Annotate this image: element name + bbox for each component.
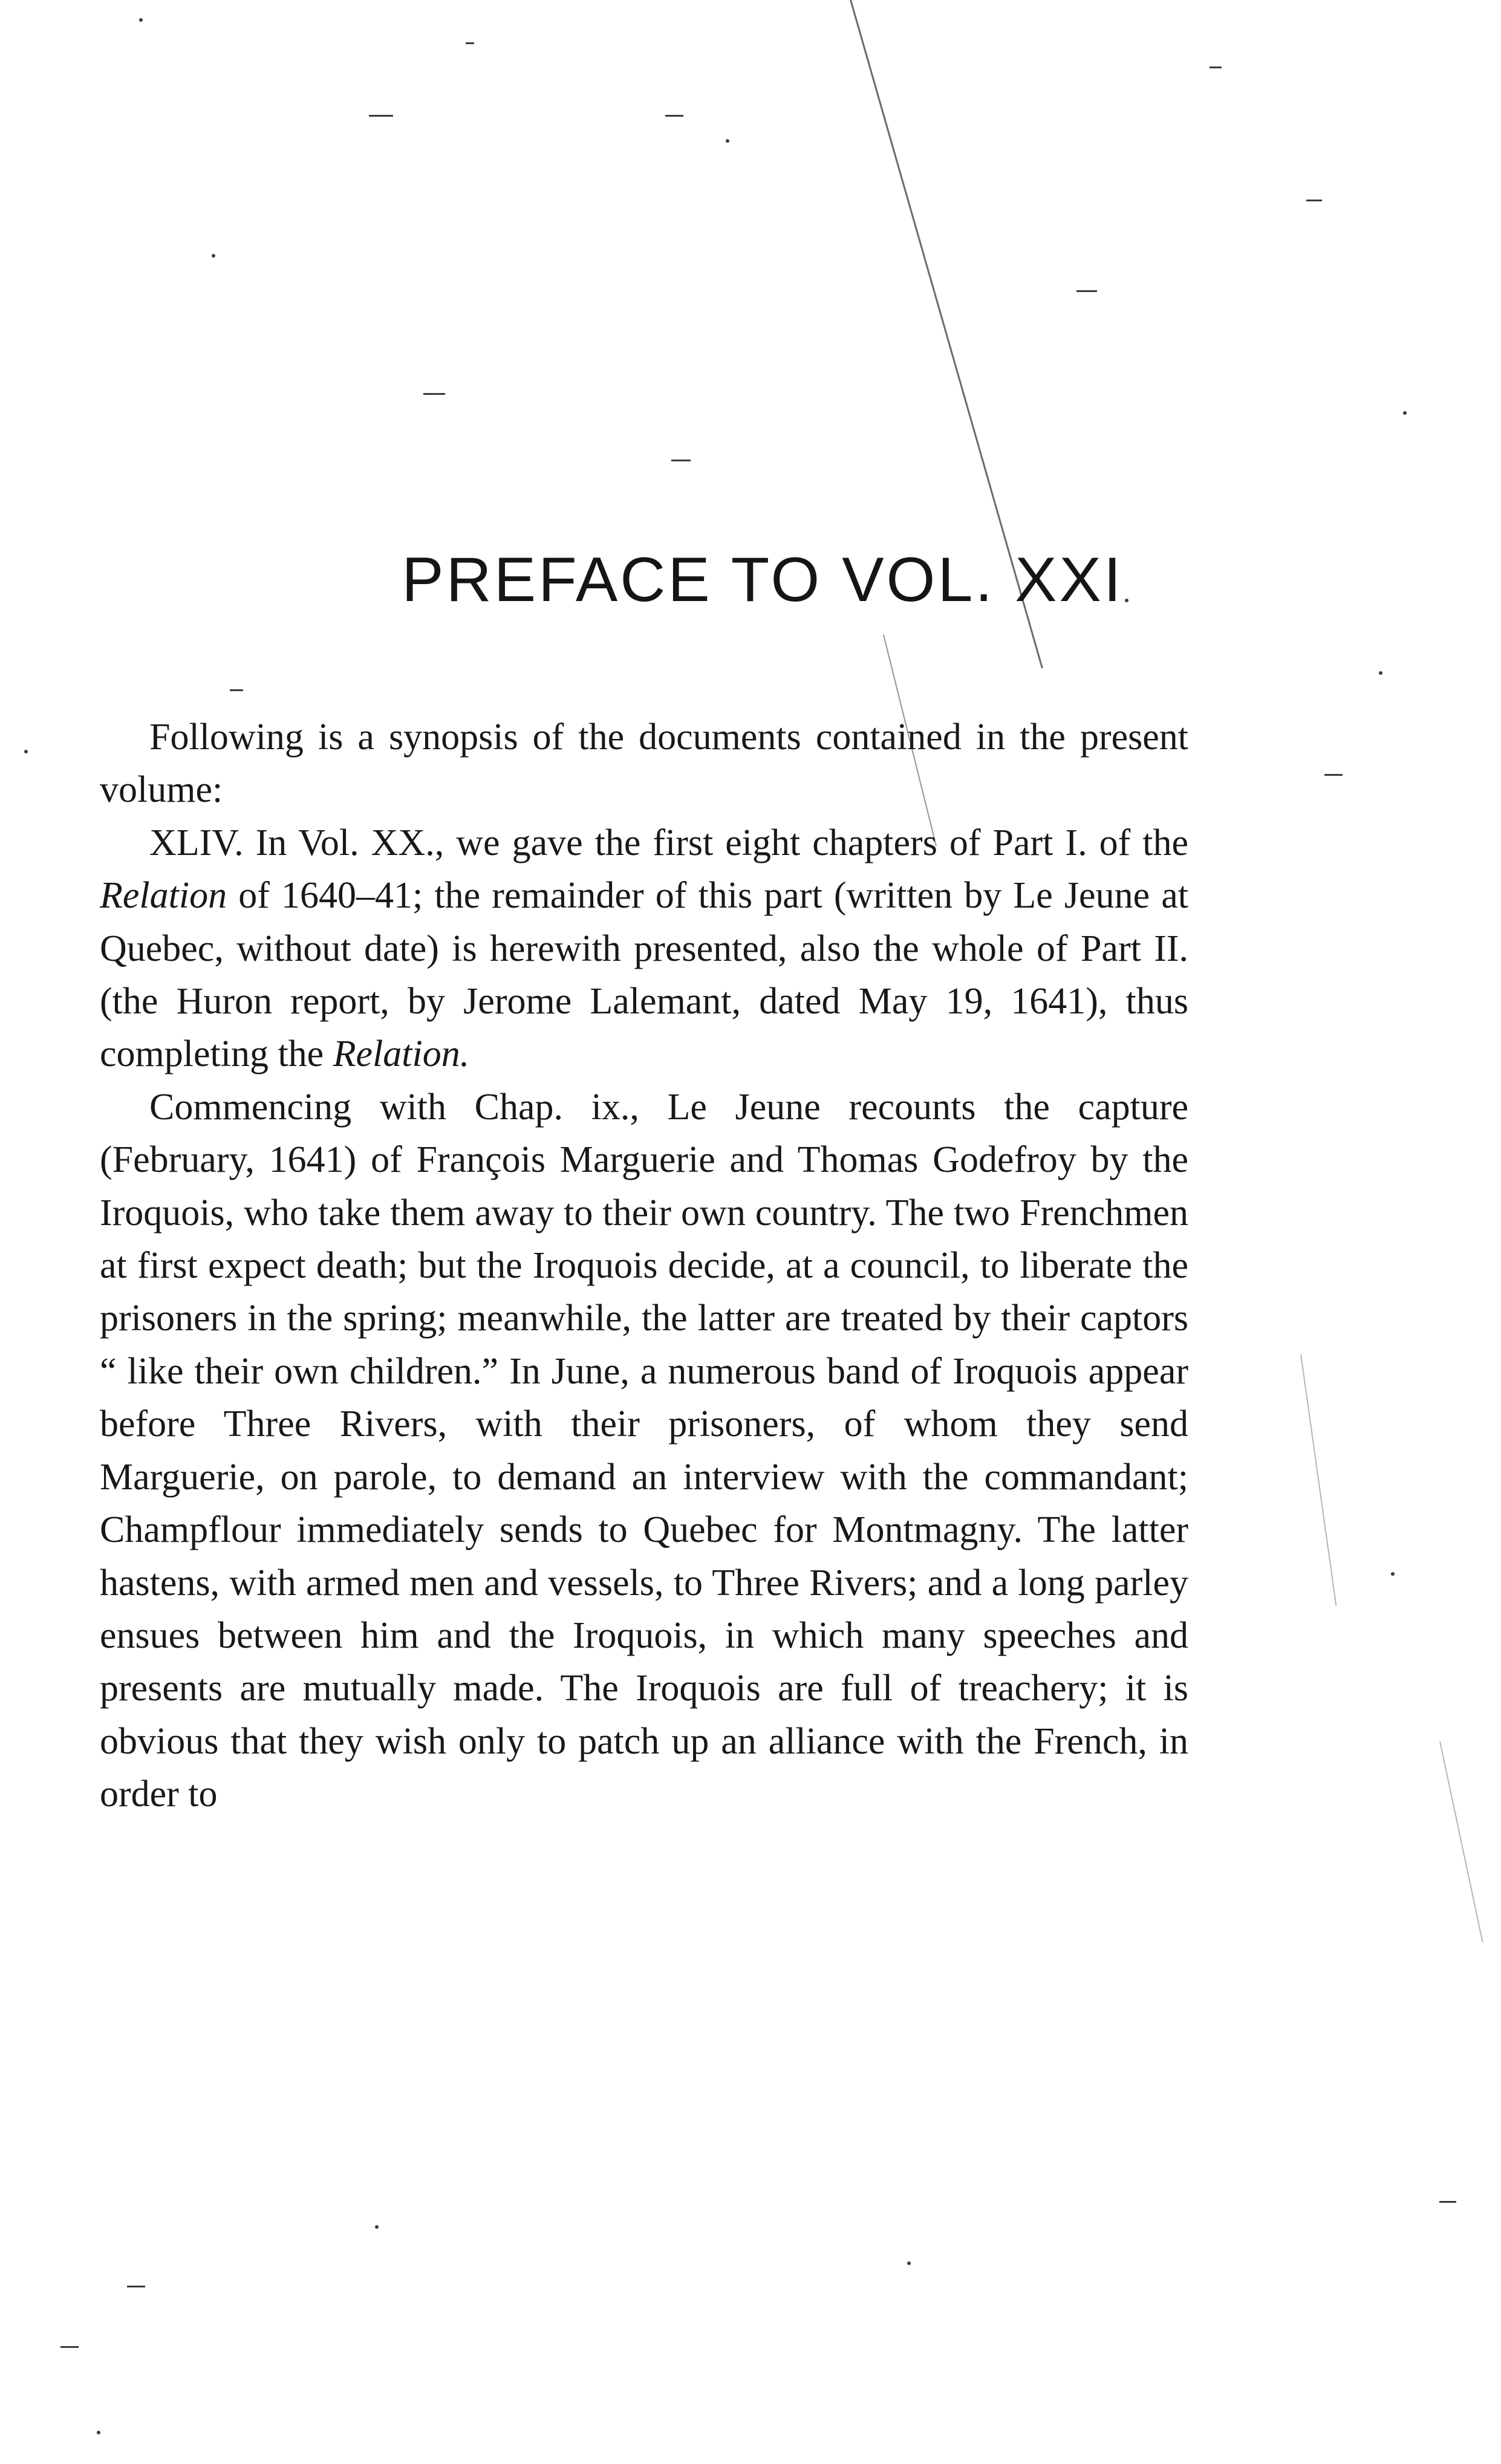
relation-italic: Relation — [100, 875, 227, 917]
dust-speck — [671, 460, 691, 461]
dust-speck — [1306, 200, 1322, 201]
dust-speck — [230, 689, 243, 691]
dust-speck — [97, 2431, 100, 2434]
dust-speck — [212, 254, 215, 258]
chapter-ix-paragraph: Commencing with Chap. ix., Le Jeune recounts the capture (February, 1641) of François Marguerie and Thomas Godefroy by the Iroquois, who take them away to their own country. The two Frenchmen at first expect death; but the Iroquois decide, at a council, to liberate the prisoners in the spring; meanwhile, the latter are treated by their captors “ like their own children.” In June, a numerous band of Iroquois appear before Three Rivers, with their prisoners, of whom they send Marguerie, on parole, to demand an interview with the commandant; Champflour immediately sends to Quebec for Montmagny. The latter hastens, with armed men and vessels, to Three Rivers; and a long parley ensues between him and the Iroquois, in which many speeches and presents are mutually made. The Iroquois are full of treachery; it is obvious that they wish only to patch up an alliance with the French, in order to — [100, 1086, 1188, 1815]
dust-speck — [1324, 774, 1343, 776]
dust-speck — [423, 393, 445, 395]
dust-speck — [369, 115, 393, 117]
intro-paragraph: Following is a synopsis of the documents contained in the present volume: — [100, 717, 1188, 811]
body-text — [100, 711, 1188, 1821]
dust-speck — [726, 139, 729, 143]
dust-speck — [1391, 1572, 1395, 1576]
text-run: of 1640–41; the remainder of this part (written by Le Jeune at Quebec, without date) is herewith presented, also the whole of Part II. (the Huron report, by Jerome Lalemant, dated May 19, 1641), thus completing the — [100, 875, 1188, 1075]
dust-speck — [665, 115, 683, 117]
dust-speck — [1403, 411, 1407, 415]
page-crease-mark — [1300, 1354, 1337, 1606]
page-crease-mark — [1439, 1741, 1483, 1943]
text-run: XLIV. In Vol. XX., we gave the first eight chapters of Part I. of the — [149, 822, 1188, 863]
dust-speck — [1210, 67, 1222, 68]
dust-speck — [1439, 2201, 1456, 2203]
dust-speck — [139, 18, 143, 22]
dust-speck — [60, 2346, 79, 2348]
dust-speck — [127, 2286, 145, 2287]
dust-speck — [1076, 290, 1097, 292]
dust-speck — [375, 2225, 379, 2229]
relation-italic: Relation. — [333, 1033, 470, 1075]
dust-speck — [466, 42, 474, 44]
dust-speck — [907, 2261, 911, 2265]
dust-speck — [1379, 671, 1382, 675]
document-xliv-paragraph — [100, 817, 1188, 1081]
dust-speck — [24, 750, 28, 753]
page-title: PREFACE TO VOL. XXI — [402, 545, 1124, 615]
